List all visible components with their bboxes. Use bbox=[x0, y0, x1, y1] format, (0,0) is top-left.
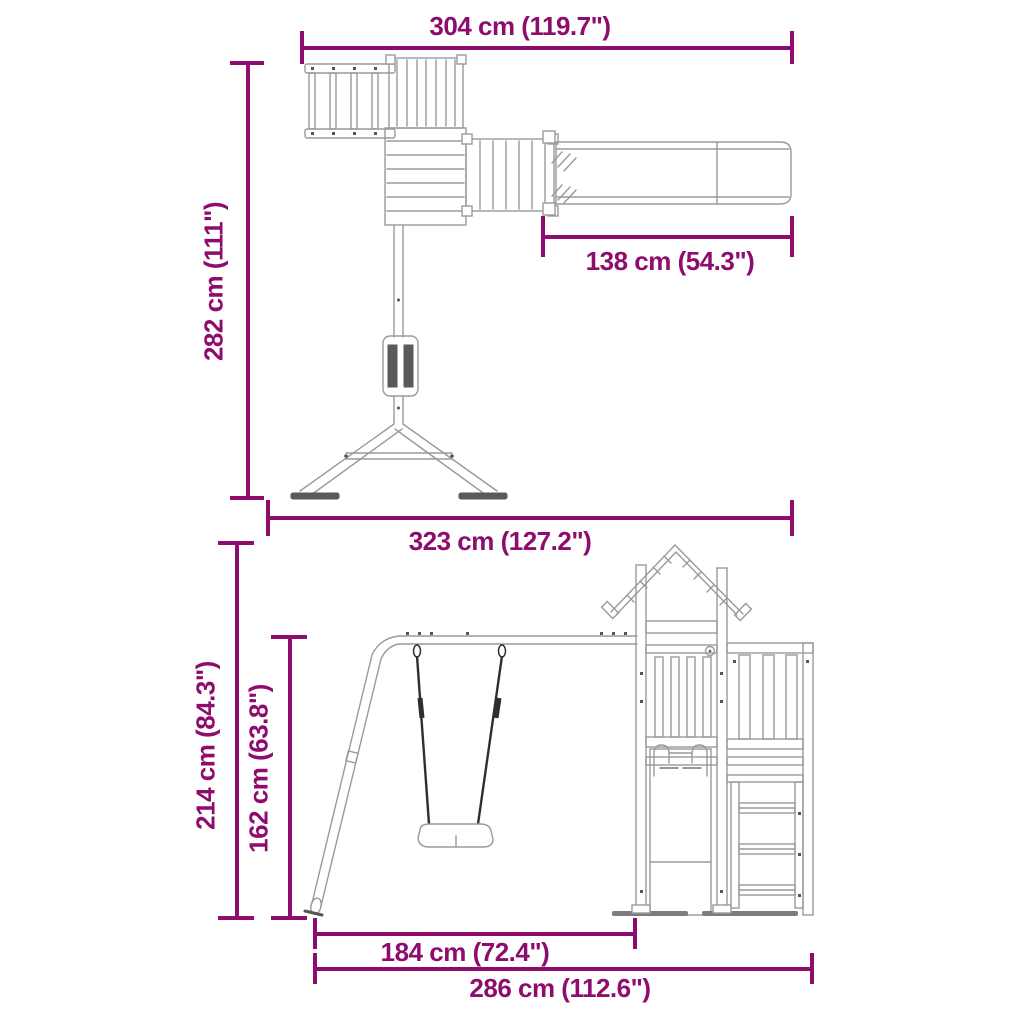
dimension-line bbox=[268, 516, 794, 520]
dimension-line bbox=[288, 637, 292, 920]
dimension-tick bbox=[271, 635, 307, 639]
slide-front-view bbox=[650, 745, 711, 915]
dimension-line bbox=[302, 46, 793, 50]
dimension-swing-width-label: 184 cm (72.4") bbox=[380, 937, 550, 967]
dimension-base-length-label: 286 cm (112.6") bbox=[469, 973, 651, 1003]
dimension-overall-width-label: 304 cm (119.7") bbox=[429, 11, 611, 41]
tower-roof bbox=[602, 545, 752, 621]
climbing-ladder-side-view bbox=[727, 643, 813, 915]
deck-top-view bbox=[385, 128, 466, 225]
ground-anchors-side-view bbox=[612, 905, 798, 916]
dimension-beam-height-label: 162 cm (63.8") bbox=[243, 684, 274, 853]
dimension-line bbox=[235, 543, 239, 920]
dimension-tick bbox=[266, 500, 270, 536]
dimension-tick bbox=[271, 916, 307, 920]
dimension-tick bbox=[633, 918, 637, 949]
platform-top-view bbox=[386, 55, 466, 128]
dimension-tick bbox=[790, 500, 794, 536]
monkey-bars-bolts bbox=[311, 67, 377, 135]
swing-seat-side-view bbox=[414, 645, 506, 847]
side-view-drawing bbox=[305, 545, 813, 916]
slide-top-view bbox=[543, 131, 791, 215]
dimension-tick bbox=[230, 496, 264, 500]
dimension-slide-length-label: 138 cm (54.3") bbox=[585, 246, 755, 276]
dimension-footprint-width-label: 323 cm (127.2") bbox=[408, 526, 592, 556]
dimension-overall-height-label: 214 cm (84.3") bbox=[190, 661, 221, 830]
swing-frame-side-view bbox=[305, 632, 637, 915]
dimension-tick bbox=[313, 953, 317, 984]
dimension-tick bbox=[230, 61, 264, 65]
dimension-tick bbox=[790, 31, 794, 64]
swing-beam-top-view bbox=[383, 225, 418, 424]
dimension-tick bbox=[218, 541, 254, 545]
dimension-line bbox=[315, 967, 812, 971]
monkey-bars-top-view bbox=[305, 64, 395, 138]
a-frame-top-view bbox=[291, 424, 507, 499]
dimension-tick bbox=[810, 953, 814, 984]
dimension-line bbox=[246, 62, 250, 499]
dimension-tick bbox=[300, 31, 304, 64]
dimension-line bbox=[543, 235, 792, 239]
top-view-drawing bbox=[291, 55, 791, 499]
dimension-overall-depth-label: 282 cm (111") bbox=[198, 201, 229, 362]
dimension-line bbox=[315, 932, 635, 936]
